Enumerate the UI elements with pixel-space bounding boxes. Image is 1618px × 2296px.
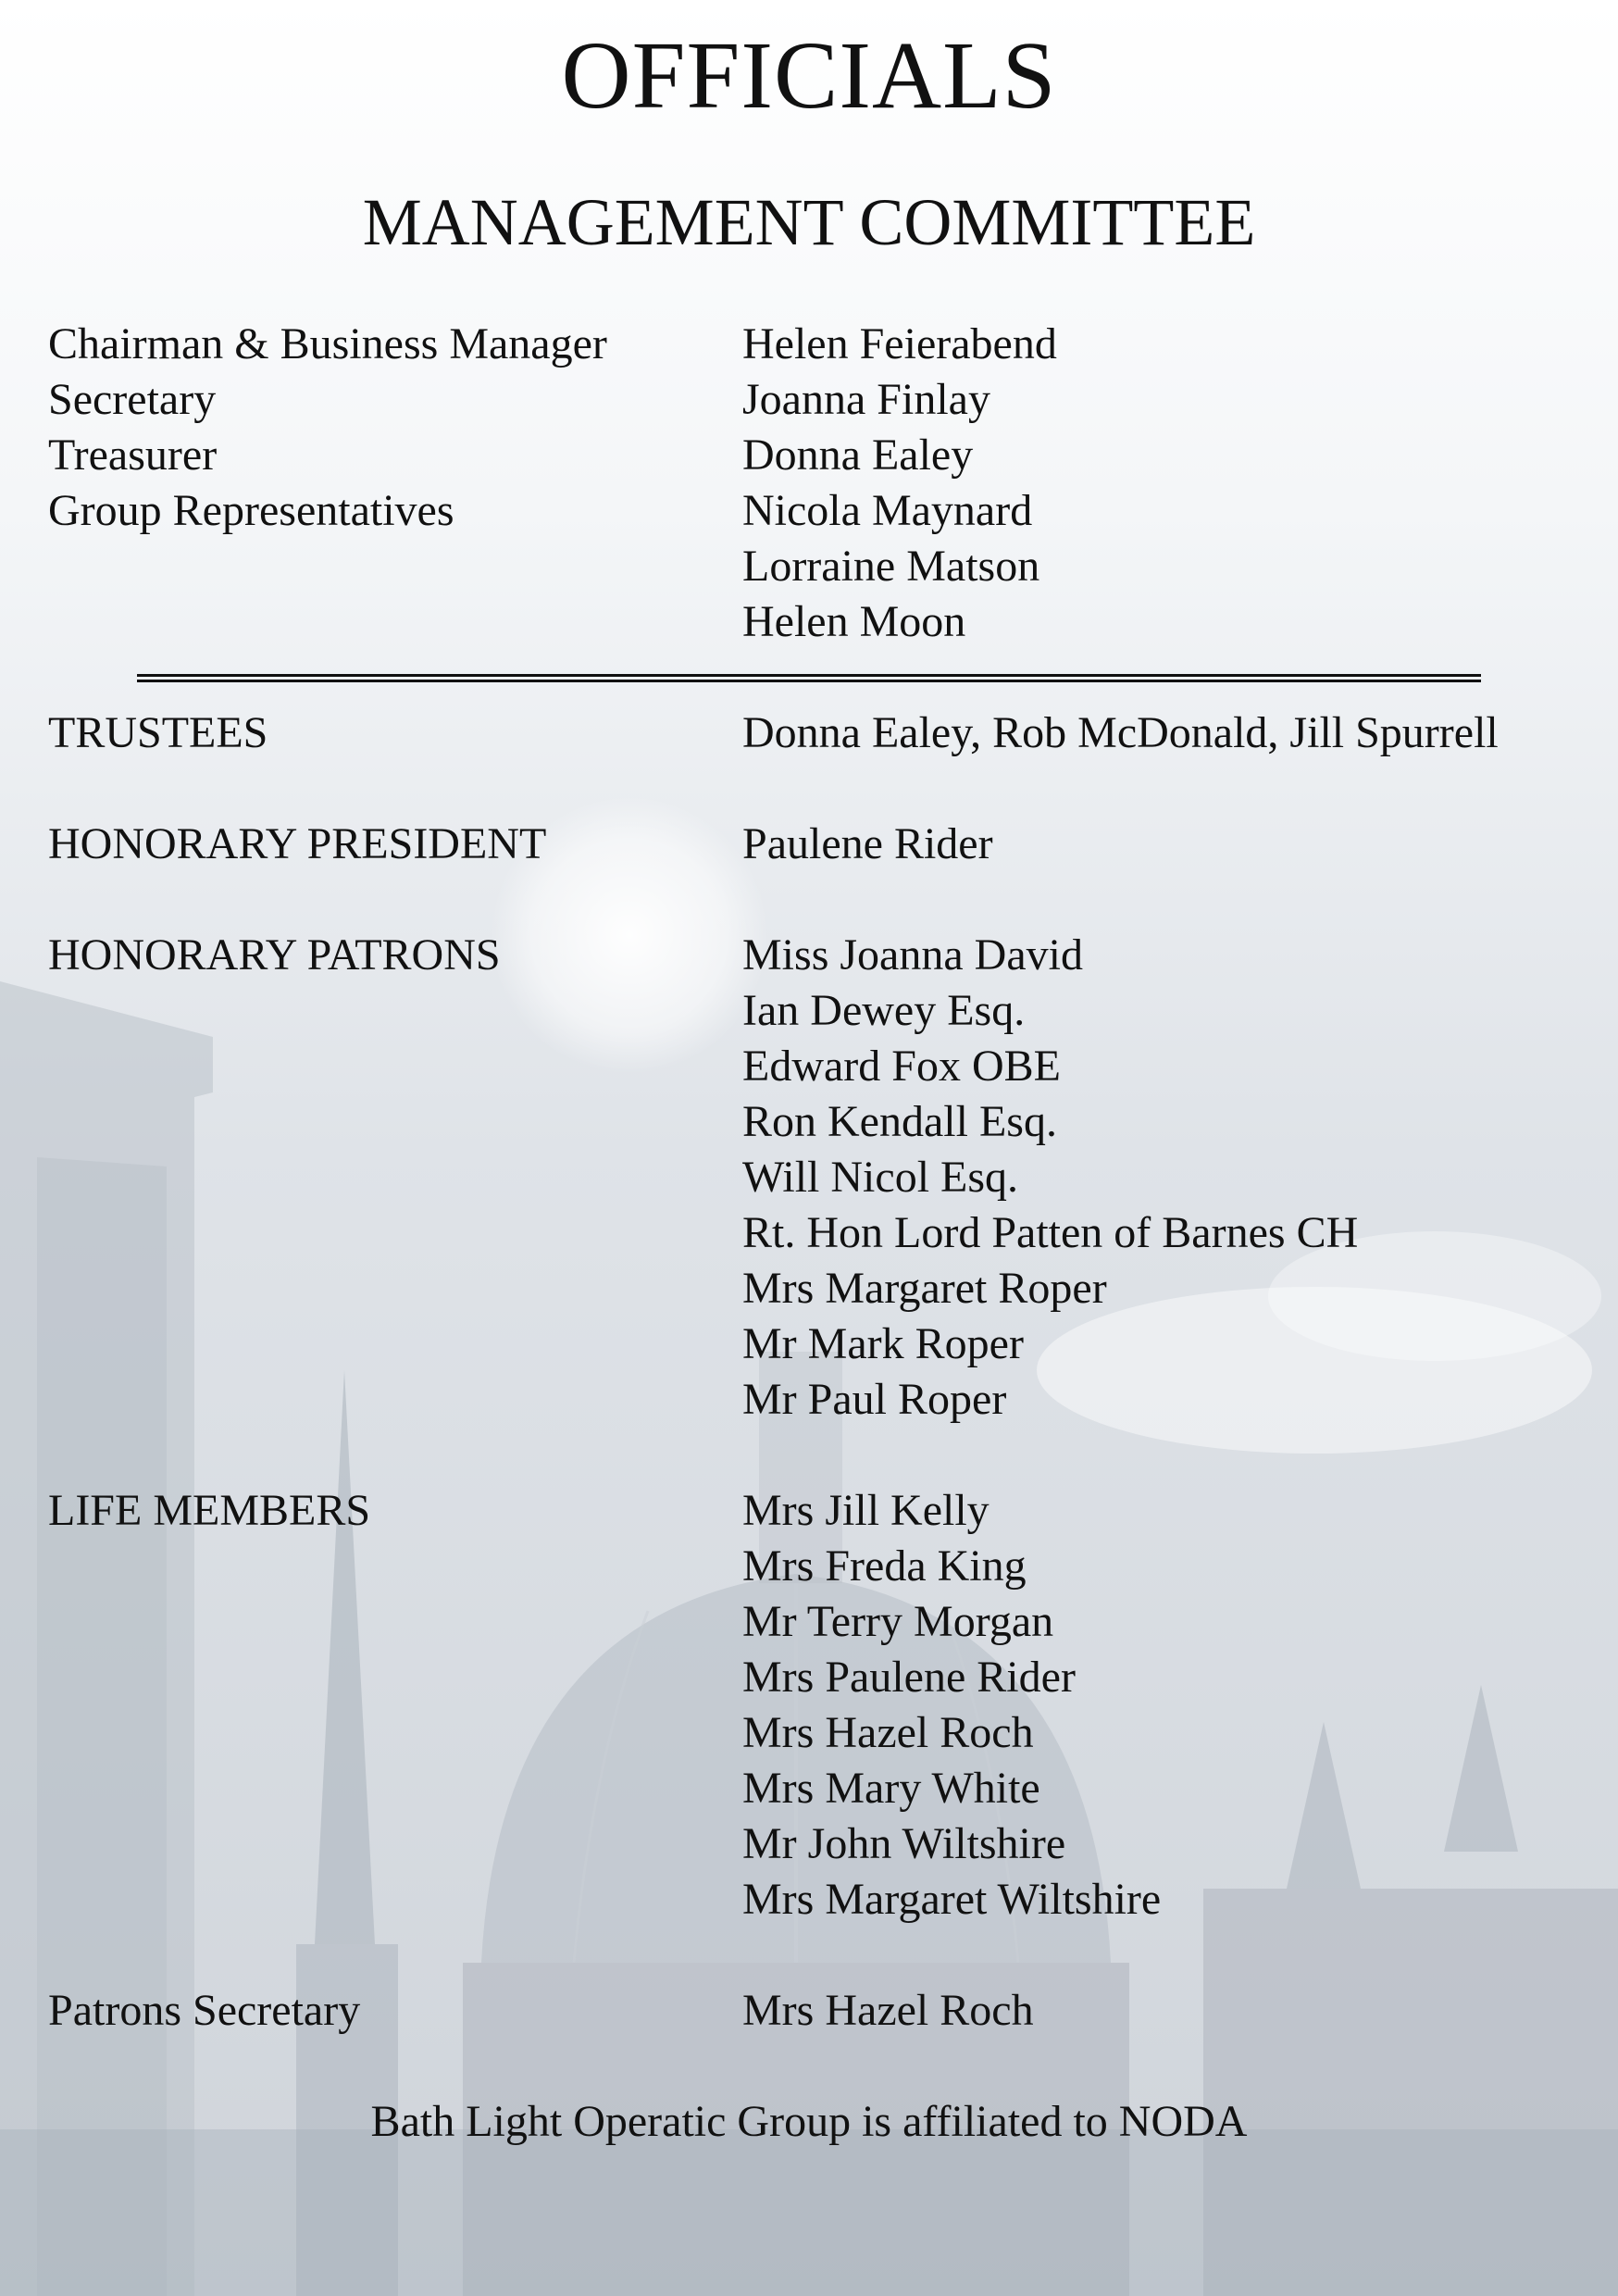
name-entry: Helen Feierabend [742, 319, 1057, 368]
role-label: Patrons Secretary [48, 1986, 361, 2035]
name-entry: Mr Mark Roper [742, 1319, 1024, 1368]
name-entry: Mrs Hazel Roch [742, 1986, 1034, 2035]
name-entry: Mrs Margaret Wiltshire [742, 1875, 1162, 1924]
name-entry: Mr Terry Morgan [742, 1597, 1054, 1646]
name-entry: Mrs Paulene Rider [742, 1653, 1076, 1702]
names-list [742, 317, 1057, 372]
name-entry: Mr John Wiltshire [742, 1819, 1066, 1868]
names-list [742, 1483, 1161, 1928]
names-list [742, 817, 993, 872]
page-title: OFFICIALS [561, 22, 1057, 129]
names-list [742, 705, 1499, 761]
name-entry: Donna Ealey [742, 430, 974, 480]
names-list [742, 928, 1358, 1428]
role-label: LIFE MEMBERS [48, 1486, 371, 1535]
name-entry: Ron Kendall Esq. [742, 1097, 1057, 1146]
name-entry: Mrs Hazel Roch [742, 1708, 1034, 1757]
role-label: HONORARY PATRONS [48, 930, 501, 980]
name-entry: Lorraine Matson [742, 542, 1040, 591]
name-entry: Mrs Margaret Roper [742, 1264, 1107, 1313]
name-entry: Mrs Freda King [742, 1541, 1027, 1591]
affiliation-note: Bath Light Operatic Group is affiliated to NODA [370, 2097, 1248, 2146]
name-entry: Miss Joanna David [742, 930, 1083, 980]
double-divider [137, 674, 1481, 682]
name-entry: Paulene Rider [742, 819, 993, 868]
name-entry: Mrs Jill Kelly [742, 1486, 989, 1535]
section-heading-management-committee: MANAGEMENT COMMITTEE [362, 185, 1256, 259]
name-entry: Donna Ealey, Rob McDonald, Jill Spurrell [742, 708, 1499, 757]
names-list [742, 483, 1039, 650]
names-list [742, 428, 973, 483]
role-label: TRUSTEES [48, 708, 268, 757]
name-entry: Joanna Finlay [742, 375, 990, 424]
name-entry: Will Nicol Esq. [742, 1153, 1019, 1202]
role-label: Treasurer [48, 430, 218, 480]
name-entry: Helen Moon [742, 597, 966, 646]
name-entry: Mrs Mary White [742, 1764, 1040, 1813]
name-entry: Mr Paul Roper [742, 1375, 1007, 1424]
name-entry: Rt. Hon Lord Patten of Barnes CH [742, 1208, 1359, 1257]
role-label: Chairman & Business Manager [48, 319, 607, 368]
names-list [742, 372, 990, 428]
name-entry: Edward Fox OBE [742, 1042, 1061, 1091]
role-label: Secretary [48, 375, 217, 424]
role-label: Group Representatives [48, 486, 454, 535]
role-label: HONORARY PRESIDENT [48, 819, 547, 868]
name-entry: Ian Dewey Esq. [742, 986, 1026, 1035]
name-entry: Nicola Maynard [742, 486, 1033, 535]
names-list [742, 1983, 1034, 2039]
